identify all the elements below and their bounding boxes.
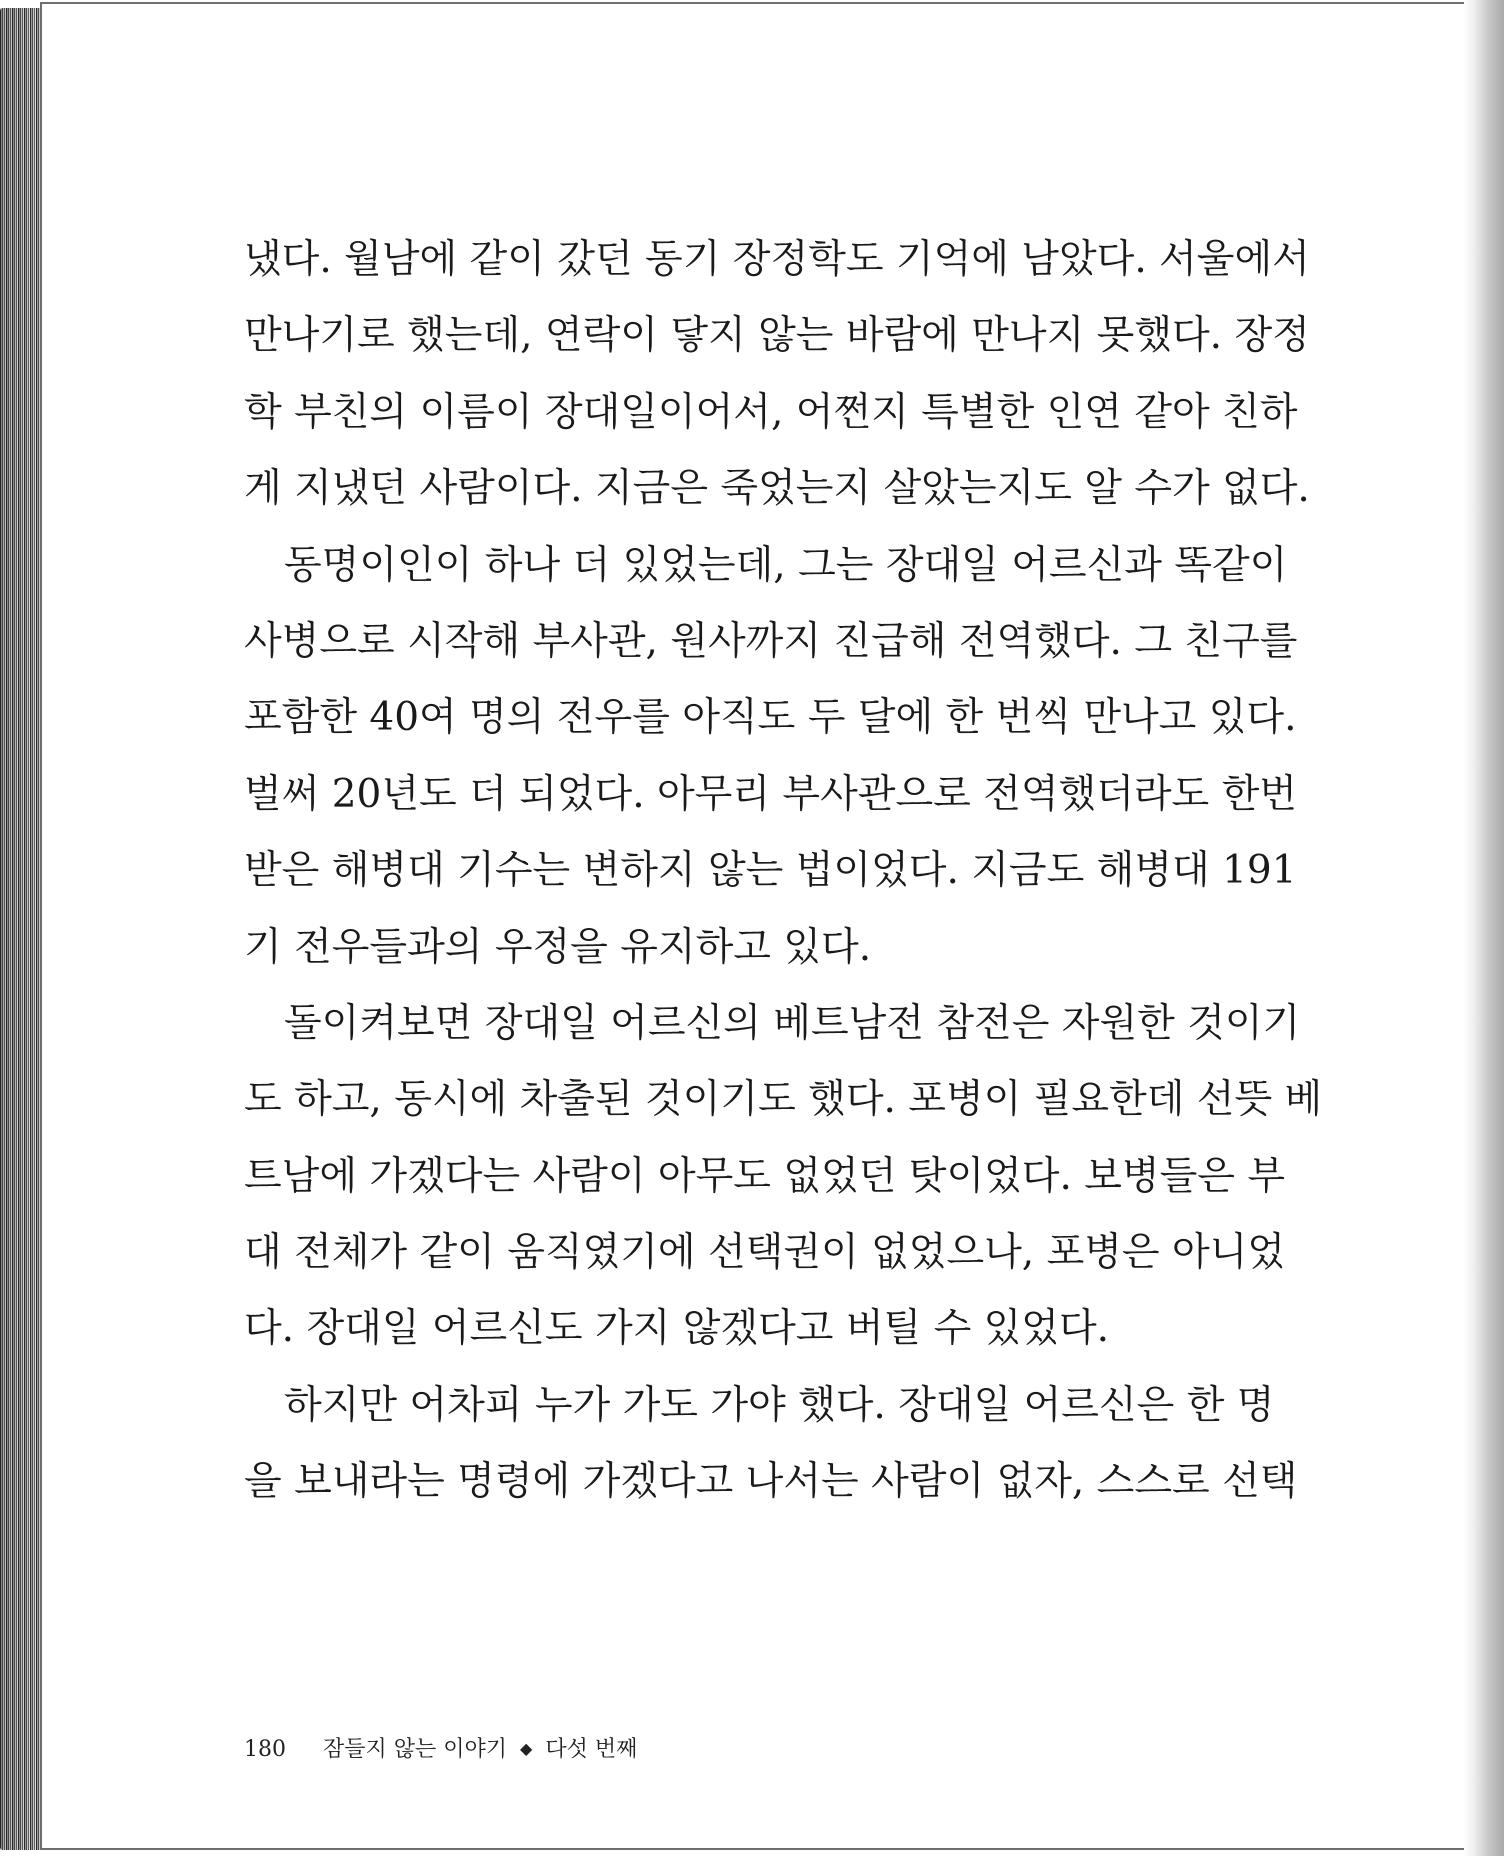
text-line: 게 지냈던 사람이다. 지금은 죽었는지 살았는지도 알 수가 없다. [244, 466, 1310, 512]
text-line: 동명이인이 하나 더 있었는데, 그는 장대일 어르신과 똑같이 [284, 542, 1288, 588]
book-title: 잠들지 않는 이야기 [323, 1737, 508, 1762]
page-footer [244, 1732, 637, 1763]
page-number: 180 [244, 1737, 286, 1762]
text-line: 만나기로 했는데, 연락이 닿지 않는 바람에 만나지 못했다. 장정 [244, 313, 1310, 359]
text-line: 하지만 어차피 누가 가도 가야 했다. 장대일 어르신은 한 명 [284, 1382, 1275, 1428]
text-line: 냈다. 월남에 같이 갔던 동기 장정학도 기억에 남았다. 서울에서 [244, 237, 1310, 282]
text-line: 을 보내라는 명령에 가겠다고 나서는 사람이 없자, 스스로 선택 [244, 1459, 1298, 1505]
text-line: 학 부친의 이름이 장대일이어서, 어쩐지 특별한 인연 같아 친하 [244, 389, 1298, 435]
text-line: 다. 장대일 어르신도 가지 않겠다고 버틸 수 있었다. [244, 1306, 1110, 1352]
body-text [244, 222, 1323, 1521]
text-line: 기 전우들과의 우정을 유지하고 있다. [244, 924, 872, 970]
text-line: 벌써 20년도 더 되었다. 아무리 부사관으로 전역했더라도 한번 [244, 771, 1297, 817]
text-line: 대 전체가 같이 움직였기에 선택권이 없었으나, 포병은 아니었 [244, 1230, 1286, 1276]
text-line: 도 하고, 동시에 차출된 것이기도 했다. 포병이 필요한데 선뜻 베 [244, 1077, 1323, 1123]
text-line: 사병으로 시작해 부사관, 원사까지 진급해 전역했다. 그 친구를 [244, 618, 1298, 664]
diamond-separator-icon: ◆ [520, 1739, 533, 1758]
page-shadow [1464, 0, 1504, 1856]
text-line: 트남에 가겠다는 사람이 아무도 없었던 탓이었다. 보병들은 부 [244, 1153, 1286, 1199]
volume-label: 다섯 번째 [545, 1737, 638, 1762]
text-line: 받은 해병대 기수는 변하지 않는 법이었다. 지금도 해병대 191 [244, 848, 1297, 894]
text-line: 돌이켜보면 장대일 어르신의 베트남전 참전은 자원한 것이기 [284, 1000, 1301, 1046]
text-line: 포함한 40여 명의 전우를 아직도 두 달에 한 번씩 만나고 있다. [244, 695, 1297, 741]
